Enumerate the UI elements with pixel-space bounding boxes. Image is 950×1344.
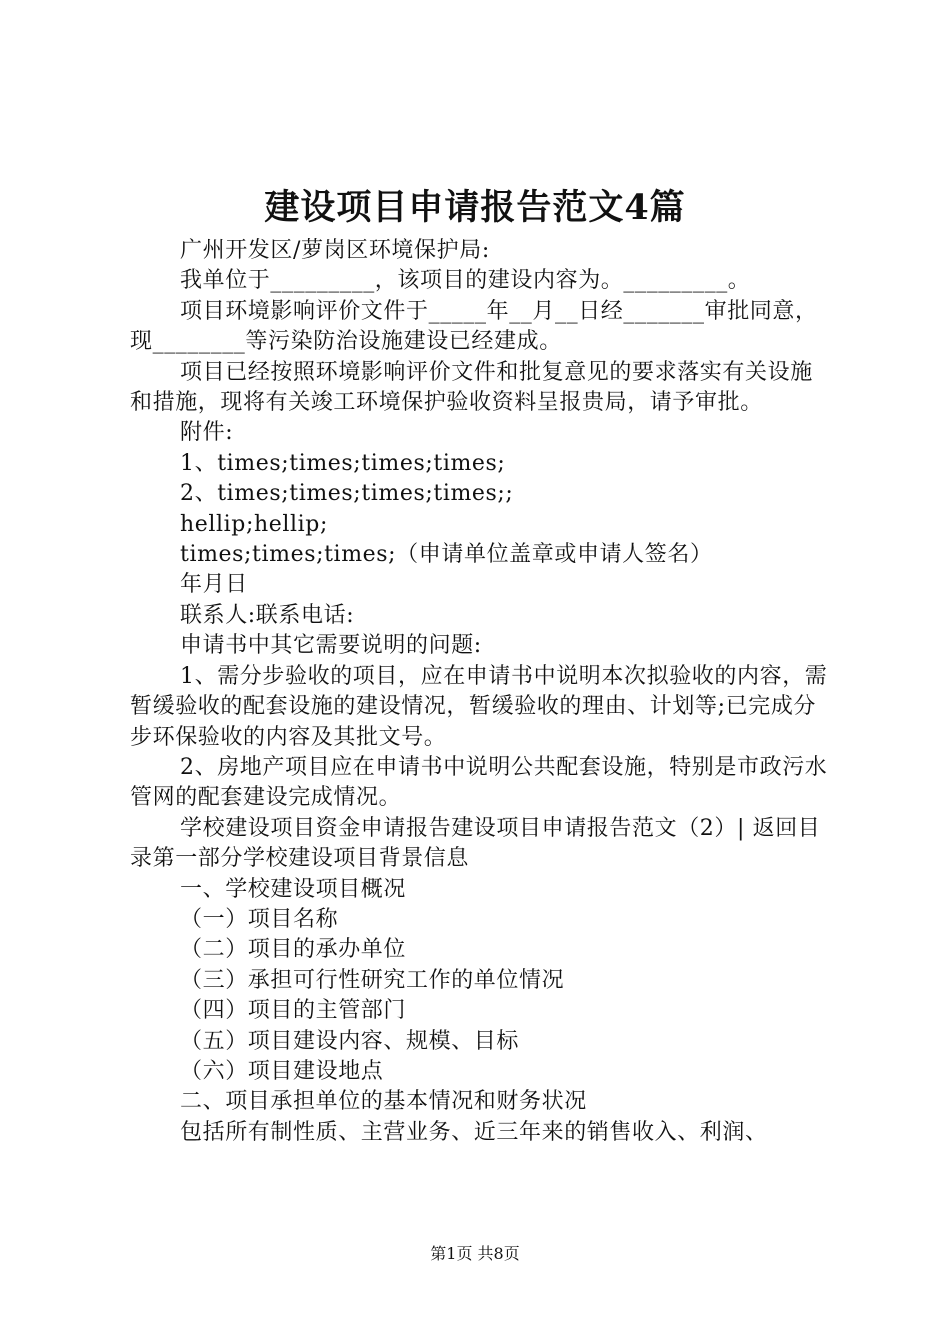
paragraph: （二）项目的承办单位 <box>180 937 407 963</box>
paragraph: 1、需分步验收的项目，应在申请书中说明本次拟验收的内容，需暂缓验收的配套设施的建设情况，暂缓验收的理由、计划等;已完成分步环保验收的内容及其批文号。 <box>130 663 828 750</box>
paragraph: 联系人:联系电话: <box>180 602 355 628</box>
page-title: 建设项目申请报告范文4篇 <box>264 187 686 228</box>
document-body <box>130 236 830 1148</box>
paragraph: （四）项目的主管部门 <box>180 998 407 1024</box>
page-footer: 第1页 共8页 <box>430 1244 520 1263</box>
paragraph: 2、房地产项目应在申请书中说明公共配套设施，特别是市政污水管网的配套建设完成情况。 <box>130 754 828 811</box>
paragraph: （三）承担可行性研究工作的单位情况 <box>180 967 565 993</box>
paragraph: 项目已经按照环境影响评价文件和批复意见的要求落实有关设施和措施，现将有关竣工环境保护验收资料呈报贵局，请予审批。 <box>130 359 813 416</box>
paragraph: times;times;times;（申请单位盖章或申请人签名） <box>180 542 713 568</box>
paragraph: 二、项目承担单位的基本情况和财务状况 <box>180 1089 587 1115</box>
paragraph: 年月日 <box>180 572 248 598</box>
paragraph: hellip;hellip; <box>180 511 328 537</box>
paragraph: 附件: <box>180 420 234 446</box>
paragraph: 一、学校建设项目概况 <box>180 876 407 902</box>
paragraph: 学校建设项目资金申请报告建设项目申请报告范文（2）| 返回目录第一部分学校建设项目背景信息 <box>130 815 821 872</box>
paragraph: 广州开发区/萝岗区环境保护局: <box>180 238 490 263</box>
paragraph: （五）项目建设内容、规模、目标 <box>180 1028 520 1054</box>
paragraph: 1、times;times;times;times; <box>180 450 506 476</box>
paragraph: 包括所有制性质、主营业务、近三年来的销售收入、利润、 <box>180 1119 768 1145</box>
paragraph: 2、times;times;times;times;; <box>180 481 514 507</box>
paragraph: 我单位于_________，该项目的建设内容为。_________。 <box>180 268 751 294</box>
paragraph: 项目环境影响评价文件于_____年__月__日经_______审批同意，现________等污染防治设施建设已经建成。 <box>130 298 818 355</box>
paragraph: （一）项目名称 <box>180 906 339 932</box>
paragraph: （六）项目建设地点 <box>180 1058 384 1084</box>
paragraph: 申请书中其它需要说明的问题: <box>180 633 482 659</box>
